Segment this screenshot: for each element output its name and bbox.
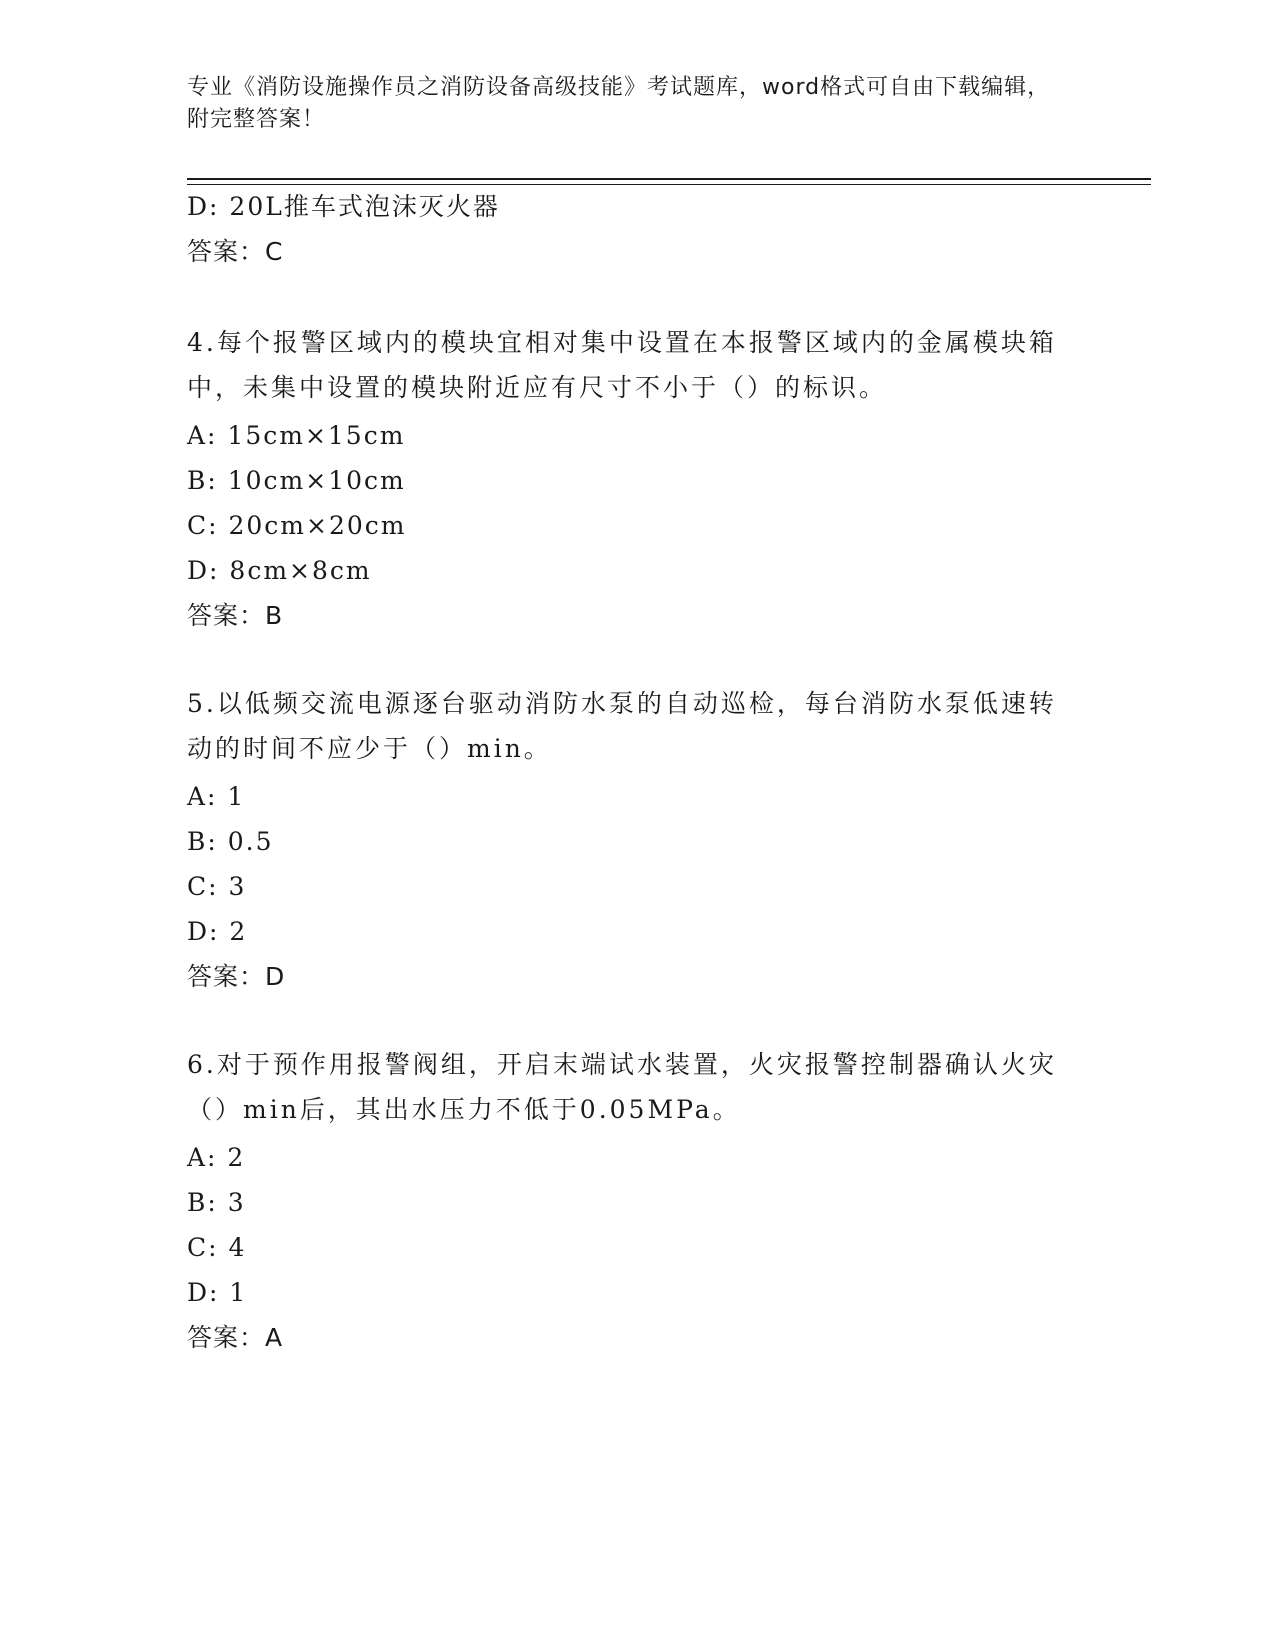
- header-rule-thin: [187, 184, 1151, 185]
- q4-text: 4.每个报警区域内的模块宜相对集中设置在本报警区域内的金属模块箱中，未集中设置的模块附近应有尺寸不小于（）的标识。: [187, 328, 1057, 402]
- q5-option-a: A: 1: [187, 782, 246, 811]
- q3-option-d: D: 20L推车式泡沫灭火器: [187, 192, 500, 221]
- q4-option-a: A: 15cm×15cm: [187, 421, 406, 450]
- q4-option-d: D: 8cm×8cm: [187, 556, 372, 585]
- q5-option-c: C: 3: [187, 872, 247, 901]
- q4-option-c: C: 20cm×20cm: [187, 511, 407, 540]
- q6-answer: 答案：A: [187, 1323, 284, 1352]
- q6-option-b: B: 3: [187, 1188, 246, 1217]
- q5-answer: 答案：D: [187, 962, 286, 991]
- q6-option-d: D: 1: [187, 1278, 248, 1307]
- q4-option-b: B: 10cm×10cm: [187, 466, 406, 495]
- q6-option-a: A: 2: [187, 1143, 246, 1172]
- q6-option-c: C: 4: [187, 1233, 247, 1262]
- q4-answer: 答案：B: [187, 601, 284, 630]
- page-header: 专业《消防设施操作员之消防设备高级技能》考试题库，word格式可自由下载编辑，附完整答案！: [187, 75, 1051, 132]
- q5-option-b: B: 0.5: [187, 827, 274, 856]
- q5-text: 5.以低频交流电源逐台驱动消防水泵的自动巡检，每台消防水泵低速转动的时间不应少于（）min。: [187, 689, 1057, 763]
- header-rule-thick: [187, 178, 1151, 180]
- q6-text: 6.对于预作用报警阀组，开启末端试水装置，火灾报警控制器确认火灾（）min后，其出水压力不低于0.05MPa。: [187, 1050, 1057, 1124]
- q3-answer: 答案：C: [187, 237, 284, 266]
- q5-option-d: D: 2: [187, 917, 248, 946]
